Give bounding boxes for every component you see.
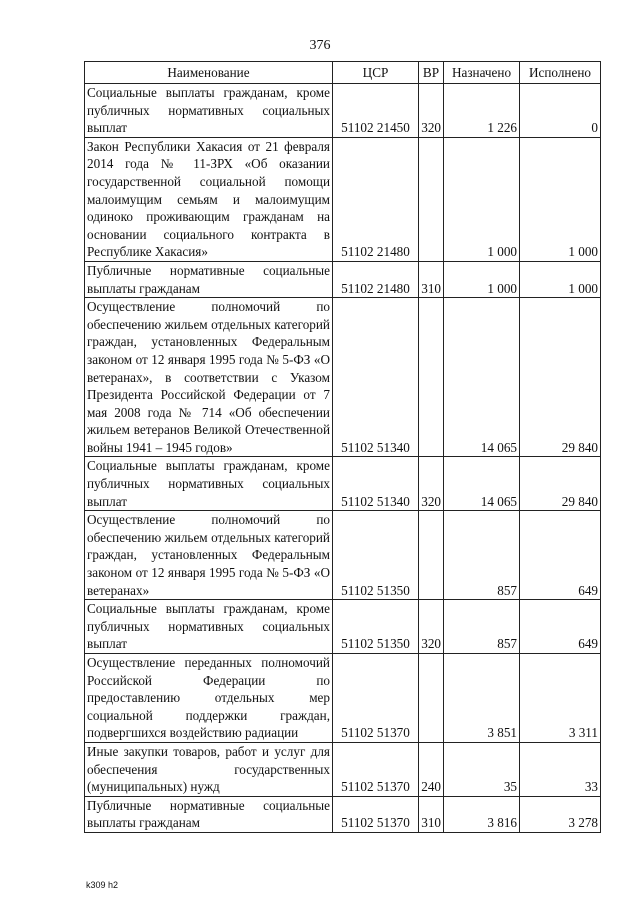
row-executed: 1 000: [520, 261, 601, 297]
table-row: [85, 457, 601, 511]
row-executed: 29 840: [520, 457, 601, 511]
row-planned: 857: [444, 600, 520, 654]
row-name: Публичные нормативные социальные выплаты гражданам: [85, 796, 333, 832]
row-csr: 51102 51340: [333, 457, 419, 511]
table-row: [85, 654, 601, 743]
row-executed: 649: [520, 511, 601, 600]
row-csr: 51102 21480: [333, 261, 419, 297]
row-vr: 310: [419, 796, 444, 832]
row-csr: 51102 51370: [333, 796, 419, 832]
row-executed: 1 000: [520, 137, 601, 261]
row-name: Публичные нормативные социальные выплаты гражданам: [85, 261, 333, 297]
row-executed: 3 278: [520, 796, 601, 832]
row-planned: 14 065: [444, 457, 520, 511]
header-vr: ВР: [419, 62, 444, 84]
row-vr: [419, 298, 444, 457]
header-executed: Исполнено: [520, 62, 601, 84]
row-vr: 240: [419, 742, 444, 796]
row-name: Осуществление переданных полномочий Российской Федерации по предоставлению отдельных мер социальной поддержки граждан, подвергшихся воздействию радиации: [85, 654, 333, 743]
table-row: [85, 137, 601, 261]
row-planned: 35: [444, 742, 520, 796]
row-csr: 51102 21480: [333, 137, 419, 261]
header-csr: ЦСР: [333, 62, 419, 84]
row-vr: [419, 654, 444, 743]
row-planned: 1 000: [444, 261, 520, 297]
page-number: 376: [309, 38, 331, 53]
row-name: Осуществление полномочий по обеспечению жильем отдельных категорий граждан, установленных Федеральным законом от 12 января 1995 года № 5-ФЗ «О ветеранах», в соответствии с Указом Президента Российской Федерации от 7 мая 2008 года № 714 «Об обеспечении жильем ветеранов Великой Отечественной войны 1941 – 1945 годов»: [85, 298, 333, 457]
row-csr: 51102 51350: [333, 600, 419, 654]
table-row: [85, 298, 601, 457]
table-row: [85, 511, 601, 600]
row-planned: 3 851: [444, 654, 520, 743]
row-executed: 3 311: [520, 654, 601, 743]
row-planned: 1 000: [444, 137, 520, 261]
row-name: Социальные выплаты гражданам, кроме публичных нормативных социальных выплат: [85, 600, 333, 654]
row-name: Осуществление полномочий по обеспечению жильем отдельных категорий граждан, установленных Федеральным законом от 12 января 1995 года № 5-ФЗ «О ветеранах»: [85, 511, 333, 600]
row-planned: 857: [444, 511, 520, 600]
row-planned: 1 226: [444, 84, 520, 138]
row-executed: 0: [520, 84, 601, 138]
row-executed: 33: [520, 742, 601, 796]
table-header-row: [85, 62, 601, 84]
table-row: [85, 796, 601, 832]
row-csr: 51102 51340: [333, 298, 419, 457]
header-planned: Назначено: [444, 62, 520, 84]
row-executed: 29 840: [520, 298, 601, 457]
row-name: Социальные выплаты гражданам, кроме публичных нормативных социальных выплат: [85, 84, 333, 138]
table-row: [85, 742, 601, 796]
row-vr: [419, 137, 444, 261]
row-csr: 51102 51370: [333, 742, 419, 796]
footer-code: k309 h2: [86, 880, 119, 890]
row-planned: 14 065: [444, 298, 520, 457]
table-row: [85, 261, 601, 297]
budget-table: [84, 61, 601, 833]
row-name: Иные закупки товаров, работ и услуг для обеспечения государственных (муниципальных) нужд: [85, 742, 333, 796]
row-vr: 320: [419, 84, 444, 138]
row-csr: 51102 51350: [333, 511, 419, 600]
row-vr: 320: [419, 457, 444, 511]
row-csr: 51102 51370: [333, 654, 419, 743]
row-vr: 320: [419, 600, 444, 654]
row-planned: 3 816: [444, 796, 520, 832]
table-row: [85, 84, 601, 138]
row-name: Социальные выплаты гражданам, кроме публичных нормативных социальных выплат: [85, 457, 333, 511]
header-name: Наименование: [85, 62, 333, 84]
row-vr: [419, 511, 444, 600]
row-vr: 310: [419, 261, 444, 297]
row-executed: 649: [520, 600, 601, 654]
table-row: [85, 600, 601, 654]
row-name: Закон Республики Хакасия от 21 февраля 2014 года № 11-ЗРХ «Об оказании государственной социальной помощи малоимущим семьям и малоимущим одиноко проживающим гражданам на основании социального контракта в Республике Хакасия»: [85, 137, 333, 261]
row-csr: 51102 21450: [333, 84, 419, 138]
